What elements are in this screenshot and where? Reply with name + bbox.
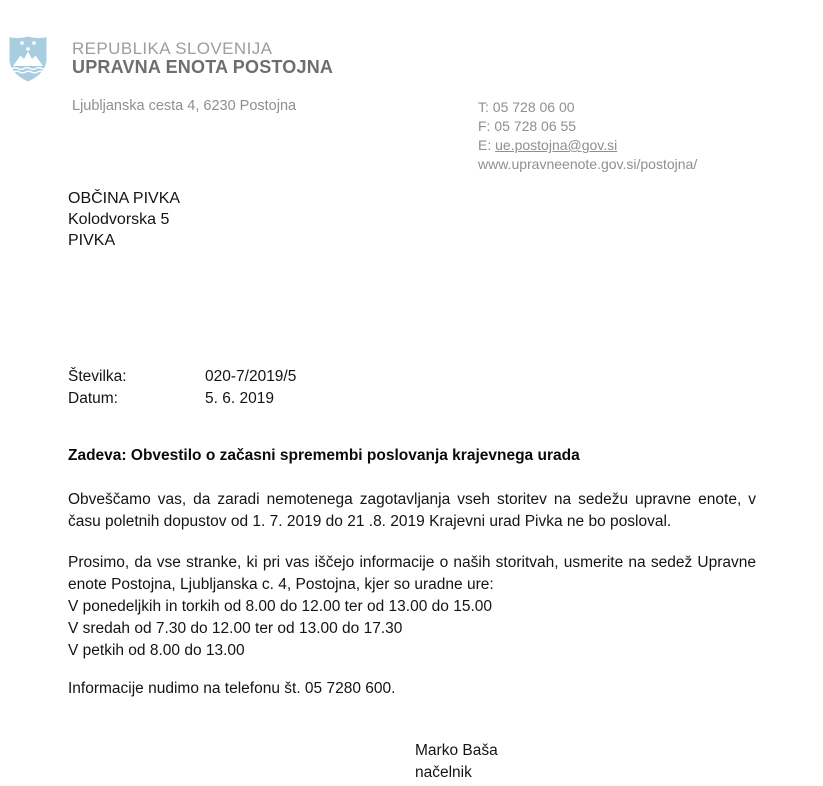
letterhead-address: Ljubljanska cesta 4, 6230 Postojna <box>72 98 297 114</box>
email-label: E: <box>478 137 492 153</box>
reference-number-label: Številka: <box>68 368 127 385</box>
signature-name: Marko Baša <box>415 742 498 759</box>
body-paragraph-3: Informacije nudimo na telefonu št. 05 7280 600. <box>68 680 396 697</box>
recipient-street: Kolodvorska 5 <box>68 211 170 228</box>
recipient-name: OBČINA PIVKA <box>68 190 181 207</box>
body-paragraph-1: Obveščamo vas, da zaradi nemotenega zagotavljanja vseh storitev na sedežu upravne enote, v času poletnih dopustov od 1. 7. 2019 do 21 .8. 2019 Krajevni urad Pivka ne bo posloval. <box>68 491 756 530</box>
signature-title: načelnik <box>415 764 472 781</box>
office-hours-line: V sredah od 7.30 do 12.00 ter od 13.00 do 17.30 <box>68 620 403 637</box>
signature-block <box>415 740 498 784</box>
website-line <box>478 155 697 174</box>
subject-line: Zadeva: Obvestilo o začasni spremembi poslovanja krajevnega urada <box>68 447 580 464</box>
email-link[interactable]: ue.postojna@gov.si <box>495 137 618 153</box>
reference-date-row <box>68 388 296 410</box>
body-paragraph-2 <box>68 552 756 662</box>
reference-date-label: Datum: <box>68 390 118 407</box>
office-hours-line: V petkih od 8.00 do 13.00 <box>68 642 245 659</box>
reference-number-row <box>68 366 296 388</box>
website-link[interactable]: www.upravneenote.gov.si/postojna/ <box>478 156 698 172</box>
phone-line: T: 05 728 06 00 <box>478 99 575 115</box>
org-name-unit: UPRAVNA ENOTA POSTOJNA <box>72 57 334 77</box>
email-line <box>478 136 697 155</box>
reference-block <box>68 366 296 410</box>
recipient-block <box>68 188 180 251</box>
reference-date-value: 5. 6. 2019 <box>205 390 274 407</box>
recipient-city: PIVKA <box>68 232 116 249</box>
fax-line: F: 05 728 06 55 <box>478 118 577 134</box>
body-paragraph-2-text: Prosimo, da vse stranke, ki pri vas iščejo informacije o naših storitvah, usmerite na sedež Upravne enote Postojna, Ljubljanska c. 4, Postojna, kjer so uradne ure: <box>68 554 756 593</box>
org-name-republic: REPUBLIKA SLOVENIJA <box>72 39 273 58</box>
letterhead-contact-block <box>478 98 697 174</box>
office-hours-line: V ponedeljkih in torkih od 8.00 do 12.00 ter od 13.00 do 15.00 <box>68 598 492 615</box>
reference-number-value: 020-7/2019/5 <box>205 368 297 385</box>
slovenia-coat-of-arms-icon <box>8 35 48 83</box>
